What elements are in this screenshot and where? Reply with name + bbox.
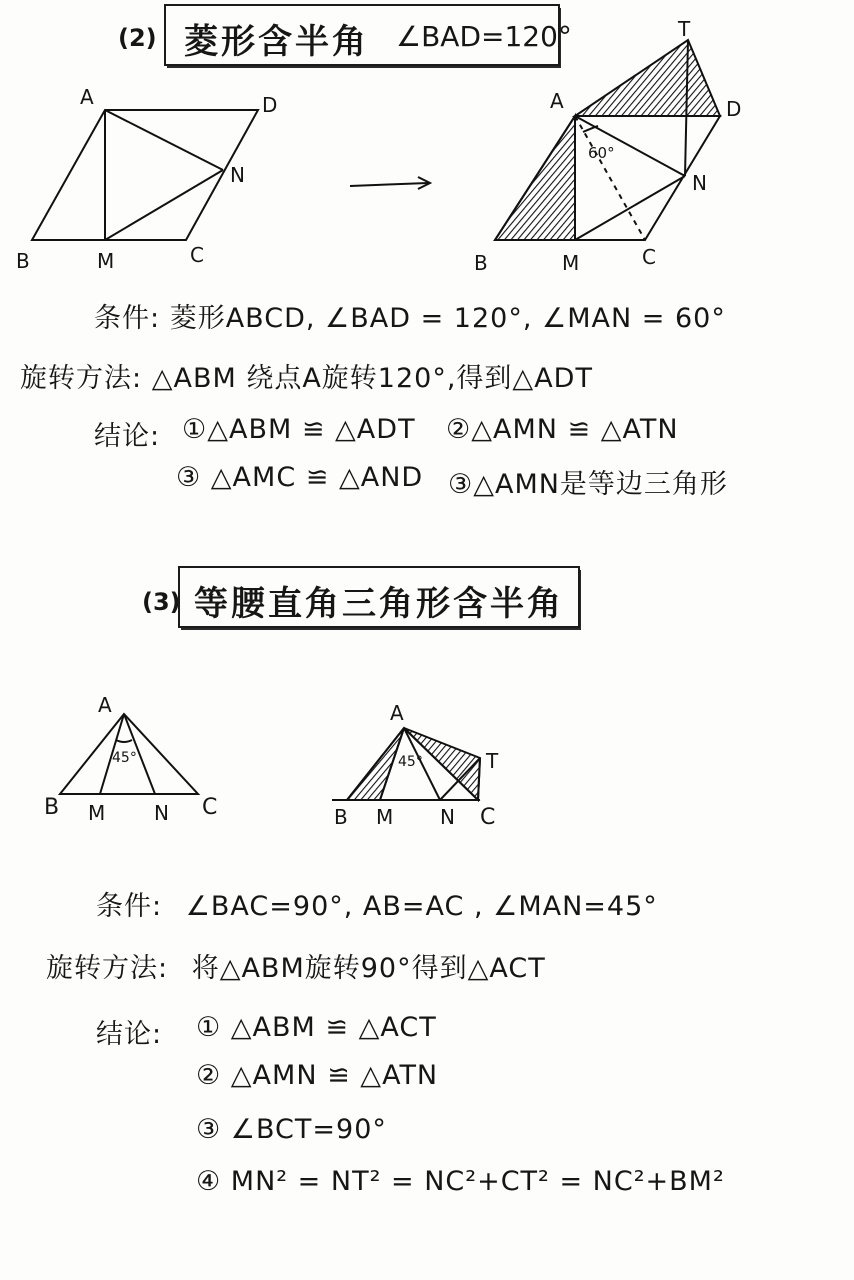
section-3-method: 将△ABM旋转90°得到△ACT: [191, 953, 546, 984]
section-2-conclusion-4: ③△AMN是等边三角形: [448, 469, 728, 500]
label-n-right3: N: [440, 805, 455, 829]
label-m-left: M: [97, 249, 115, 273]
label-n-left: N: [230, 163, 245, 187]
label-t-right3: T: [486, 749, 499, 773]
section-2-title: 菱形含半角: [184, 22, 369, 62]
section-2-title-angle: ∠BAD=120°: [396, 20, 572, 53]
label-m-right: M: [562, 251, 580, 275]
section-3-condition: ∠BAC=90°, AB=AC , ∠MAN=45°: [185, 891, 658, 922]
section-3-method-label: 旋转方法:: [46, 953, 169, 984]
section-3-conclusion-2: ② △AMN ≌ △ATN: [196, 1060, 439, 1091]
label-a-left: A: [80, 85, 94, 109]
label-a-right3: A: [390, 701, 404, 725]
label-c-right3: C: [480, 805, 496, 830]
section-2-number: (2): [118, 24, 157, 52]
label-c-right: C: [642, 245, 656, 269]
label-n-right: N: [692, 171, 707, 195]
section-2-conclusion-label: 结论:: [94, 421, 161, 452]
label-d-right: D: [726, 97, 742, 121]
section-3-conclusion-1: ① △ABM ≌ △ACT: [196, 1012, 437, 1043]
label-d-left: D: [262, 93, 278, 117]
angle-arc-left: [116, 740, 132, 742]
section-3-conclusion-3: ③ ∠BCT=90°: [196, 1114, 387, 1145]
section-2-condition-label: 条件:: [94, 303, 161, 334]
label-angle-60: 60°: [588, 144, 615, 162]
label-a-right: A: [550, 89, 564, 113]
label-c-left3: C: [202, 795, 218, 820]
section-3-condition-row: [96, 884, 658, 923]
section-3-conclusion-4: ④ MN² = NT² = NC²+CT² = NC²+BM²: [196, 1166, 725, 1197]
section-3-title: 等腰直角三角形含半角: [194, 584, 564, 624]
section-2-method: △ABM 绕点A旋转120°,得到△ADT: [151, 363, 593, 394]
label-n-left3: N: [154, 801, 169, 825]
section-2-conclusion-1: ①△ABM ≌ △ADT: [182, 414, 416, 445]
label-b-left3: B: [44, 795, 60, 820]
label-t-right: T: [678, 17, 691, 41]
section-3-conclusion-label: 结论:: [96, 1019, 163, 1050]
section-3-condition-label: 条件:: [96, 891, 163, 922]
label-b-right: B: [474, 251, 488, 275]
section-2-method-label: 旋转方法:: [20, 363, 143, 394]
section-3-method-row: [46, 946, 546, 985]
label-c-left: C: [190, 243, 204, 267]
label-b-left: B: [16, 249, 30, 273]
section-3-number: (3): [142, 588, 181, 616]
label-m-left3: M: [88, 801, 106, 825]
section-2-condition: 菱形ABCD, ∠BAD = 120°, ∠MAN = 60°: [169, 303, 726, 334]
label-b-right3: B: [334, 805, 348, 829]
label-a-left3: A: [98, 693, 112, 717]
label-m-right3: M: [376, 805, 394, 829]
label-angle-45-right: 45°: [398, 754, 423, 770]
section-2-conclusion-3: ③ △AMC ≌ △AND: [176, 462, 424, 493]
label-angle-45-left: 45°: [112, 750, 137, 766]
section-2-conclusion-2: ②△AMN ≌ △ATN: [446, 414, 679, 445]
